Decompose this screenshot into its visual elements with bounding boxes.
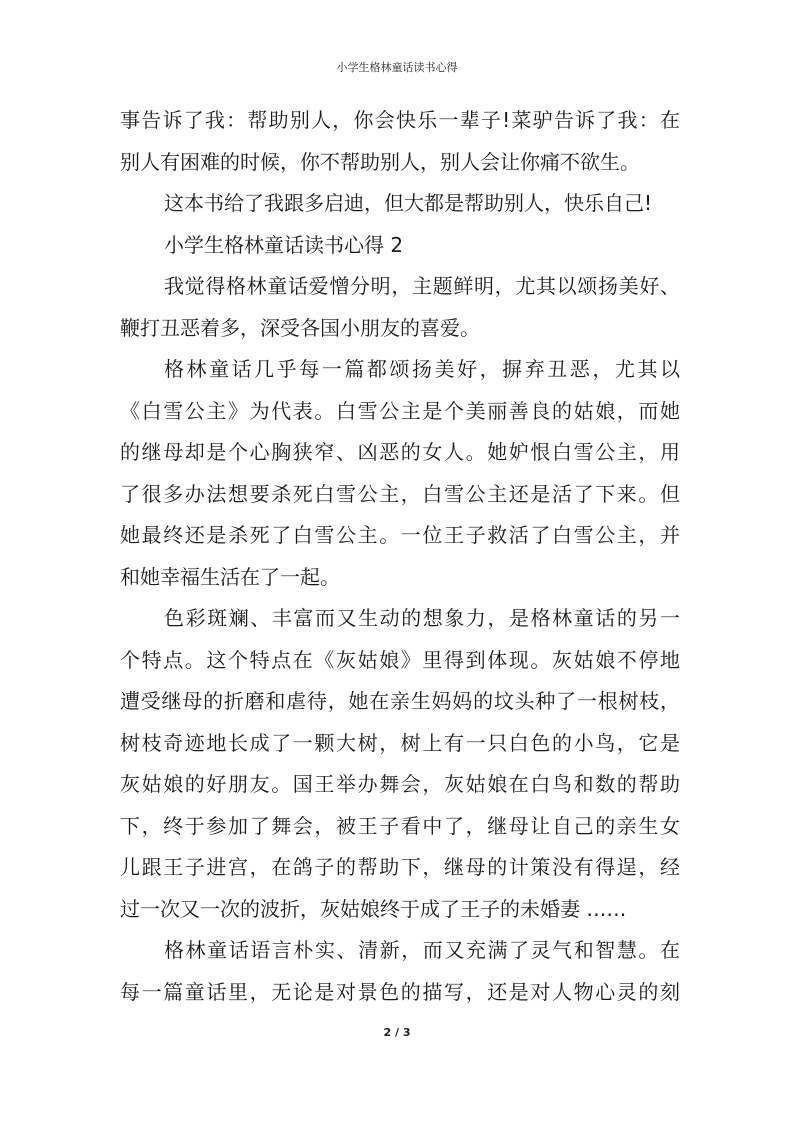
text-line: 过一次又一次的波折，灰姑娘终于成了王子的未婚妻 …… (120, 896, 627, 921)
text-line: 《白雪公主》为代表。白雪公主是个美丽善良的姑娘，而她 (120, 398, 680, 423)
text-line: 我觉得格林童话爱憎分明，主题鲜明，尤其以颂扬美好、 (164, 274, 680, 298)
text-line: 格林童话语言朴实、清新，而又充满了灵气和智慧。在 (164, 938, 680, 962)
text-line: 每一篇童话里，无论是对景色的描写，还是对人物心灵的刻 (120, 979, 680, 1004)
text-line: 格林童话几乎每一篇都颂扬美好，摒弃丑恶，尤其以 (164, 357, 680, 381)
text-line: 这本书给了我跟多启迪，但大都是帮助别人，快乐自己! (164, 191, 653, 215)
document-body (120, 100, 680, 1013)
page-header: 小学生格林童话读书心得 (336, 61, 458, 74)
text-line: 树枝奇迹地长成了一颗大树，树上有一只白色的小鸟，它是 (120, 730, 680, 755)
text-line: 儿跟王子进宫，在鸽子的帮助下，继母的计策没有得逞，经 (120, 855, 680, 879)
text-line: 下，终于参加了舞会，被王子看中了，继母让自己的亲生女 (120, 813, 680, 838)
text-line: 了很多办法想要杀死白雪公主，白雪公主还是活了下来。但 (120, 481, 680, 506)
text-line: 她最终还是杀死了白雪公主。一位王子救活了白雪公主，并 (120, 523, 680, 547)
text-line: 事告诉了我：帮助别人，你会快乐一辈子!菜驴告诉了我：在 (120, 108, 680, 132)
text-line: 灰姑娘的好朋友。国王举办舞会，灰姑娘在白鸟和数的帮助 (120, 772, 680, 796)
page-number: 2 / 3 (383, 1026, 411, 1039)
text-line: 的继母却是个心胸狭窄、凶恶的女人。她妒恨白雪公主，用 (120, 440, 680, 464)
text-line: 色彩斑斓、丰富而又生动的想象力，是格林童话的另一 (164, 606, 680, 630)
text-line: 个特点。这个特点在《灰姑娘》里得到体现。灰姑娘不停地 (120, 647, 680, 672)
text-line: 别人有困难的时候，你不帮助别人，别人会让你痛不欲生。 (120, 149, 640, 174)
text-line: 遭受继母的折磨和虐待，她在亲生妈妈的坟头种了一根树枝， (120, 689, 680, 713)
text-line: 和她幸福生活在了一起。 (120, 564, 340, 589)
text-line: 鞭打丑恶着多，深受各国小朋友的喜爱。 (120, 315, 480, 340)
section-heading: 小学生格林童话读书心得 2 (164, 232, 404, 257)
